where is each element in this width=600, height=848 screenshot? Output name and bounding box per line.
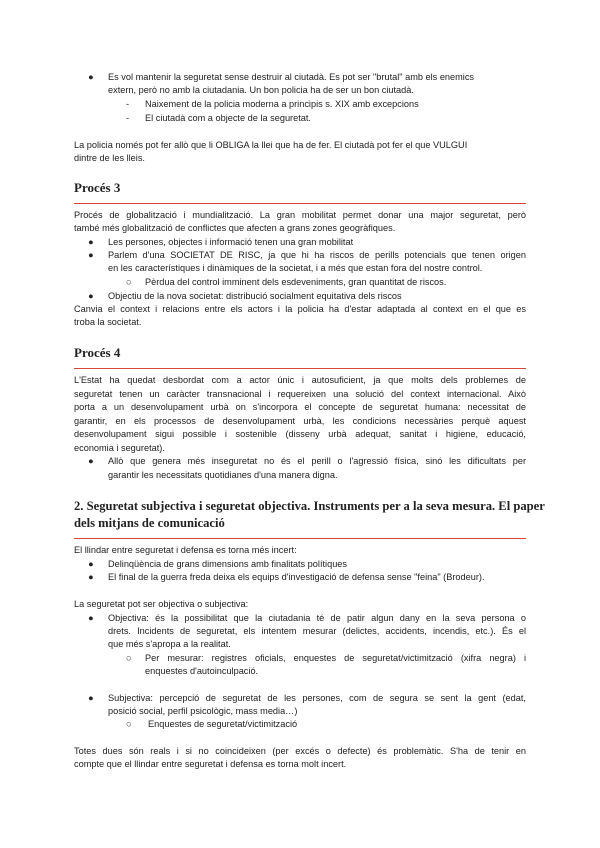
section2-bullet-2: El final de la guerra freda deixa els equips d'investigació de defensa sense "feina" (Brodeur).: [108, 572, 485, 582]
section-2-title-line-2: dels mitjans de comunicació: [74, 516, 225, 530]
intro-sub-2: El ciutadà com a objecte de la seguretat.: [145, 113, 311, 123]
circle-marker: ○: [126, 277, 132, 287]
proces4-paragraph-line-5: desenvolupament sigui possible i sostenible (disseny urbà adequat, sanitat i higiene, educació,: [74, 429, 526, 439]
section-2-title-line-1: 2. Seguretat subjectiva i seguretat objectiva. Instruments per a la seva mesura. El paper: [74, 499, 545, 513]
proces4-bullet-1-line-2: garantir les necessitats quotidianes d'una manera digna.: [108, 470, 338, 480]
section2-bullet-4-line-2: posició social, perfil psicològic, mass media…): [108, 706, 298, 716]
proces4-paragraph-line-3: porta a un desenvolupament urbà on s'incorpora el concepte de seguretat humana: necessitat de: [74, 402, 526, 412]
circle-marker: ○: [126, 719, 132, 729]
bullet-marker: ●: [88, 559, 94, 569]
heading-rule: [74, 368, 526, 369]
dash-marker: -: [126, 99, 130, 109]
section2-sub-2: Enquestes de seguretat/victimització: [148, 719, 298, 729]
proces3-sub-1: Pèrdua del control imminent dels esdeveniments, gran quantitat de riscos.: [145, 277, 447, 287]
heading-proces-4: Procés 4: [74, 345, 121, 360]
intro-bullet-1-line-2: extern, però no amb la ciutadania. Un bon policia ha de ser un bon ciutadà.: [108, 85, 414, 95]
proces3-closing-line-1: Canvia el context i relacions entre els actors i la policia ha d'estar adaptada al context en el que es: [74, 304, 526, 314]
proces3-closing-line-2: troba la societat.: [74, 317, 142, 327]
section2-bullet-4-line-1: Subjectiva: percepció de seguretat de les persones, com de segura se sent la gent (edat,: [108, 693, 526, 703]
bullet-marker: ●: [88, 291, 94, 301]
section2-sub-1-line-1: Per mesurar: registres oficials, enquestes de seguretat/victimització (xifra negra) i: [145, 653, 526, 663]
section2-bullet-3-line-1: Objectiva: és la possibilitat que la ciutadania té de patir algun dany en la seva persona o: [108, 613, 526, 623]
section2-paragraph-2: La seguretat pot ser objectiva o subjectiva:: [74, 599, 249, 609]
heading-rule: [74, 203, 526, 204]
circle-marker: ○: [126, 653, 132, 663]
bullet-marker: ●: [88, 572, 94, 582]
section2-paragraph-1: El llindar entre seguretat i defensa es torna més incert:: [74, 545, 297, 555]
section2-bullet-1: Delinqüència de grans dimensions amb finalitats polítiques: [108, 559, 348, 569]
bullet-marker: ●: [88, 250, 94, 260]
bullet-marker: ●: [88, 237, 94, 247]
proces4-paragraph-line-6: economia i seguretat).: [74, 443, 165, 453]
intro-paragraph-line-2: dintre de les lleis.: [74, 153, 145, 163]
proces3-bullet-2-line-1: Parlem d'una SOCIETAT DE RISC, ja que hi ha riscos de perills potencials que tenen origen: [108, 250, 526, 260]
section2-bullet-3-line-3: que més s'apropa a la realitat.: [108, 639, 231, 649]
proces4-bullet-1-line-1: Allò que genera més inseguretat no és el perill o l'agressió física, sinó les dificultats per: [108, 456, 526, 466]
intro-bullet-1-line-1: Es vol mantenir la seguretat sense destruir al ciutadà. Es pot ser "brutal" amb els enemics: [108, 72, 475, 82]
proces3-bullet-1: Les persones, objectes i informació tenen una gran mobilitat: [108, 237, 354, 247]
section2-bullet-3-line-2: drets. Incidents de seguretat, els intentem mesurar (delictes, accidents, incendis, etc.). És el: [108, 626, 526, 636]
proces3-bullet-2-line-2: en les característiques i dinàmiques de la societat, i a més que estan fora del nostre control.: [108, 263, 483, 273]
intro-sub-1: Naixement de la policia moderna a principis s. XIX amb excepcions: [145, 99, 419, 109]
section2-closing-line-1: Totes dues són reals i si no coincideixen (per excés o defecte) és problemàtic. S'ha de tenir en: [74, 746, 526, 756]
bullet-marker: ●: [88, 456, 94, 466]
intro-paragraph-line-1: La policia només pot fer allò que li OBLIGA la llei que ha de fer. El ciutadà pot fer el que VULGUI: [74, 140, 468, 150]
bullet-marker: ●: [88, 693, 94, 703]
heading-rule: [74, 538, 526, 539]
proces4-paragraph-line-4: garantir, en els processos de desenvolupament urbà, les condicions necessàries perquè aquest: [74, 416, 526, 426]
proces4-paragraph-line-1: L'Estat ha quedat desbordat com a actor únic i autosuficient, ja que molts dels problemes de: [74, 375, 526, 385]
proces4-paragraph-line-2: seguretat tenen un caràcter transnacional i requereixen una solució del context internacional. Això: [74, 389, 526, 399]
proces3-paragraph-line-2: també més globalització de conflictes que afecten a grans zones geogràfiques.: [74, 223, 396, 233]
proces3-paragraph-line-1: Procés de globalització i mundialització. La gran mobilitat permet donar una major seguretat, però: [74, 210, 526, 220]
proces3-bullet-3: Objectiu de la nova societat: distribució socialment equitativa dels riscos: [108, 291, 402, 301]
section2-closing-line-2: compte que el llindar entre seguretat i defensa es torna molt incert.: [74, 759, 347, 769]
heading-proces-3: Procés 3: [74, 180, 121, 195]
bullet-marker: ●: [88, 72, 94, 82]
dash-marker: -: [126, 113, 130, 123]
section2-sub-1-line-2: enquestes d'autoinculpació.: [145, 666, 259, 676]
bullet-marker: ●: [88, 613, 94, 623]
